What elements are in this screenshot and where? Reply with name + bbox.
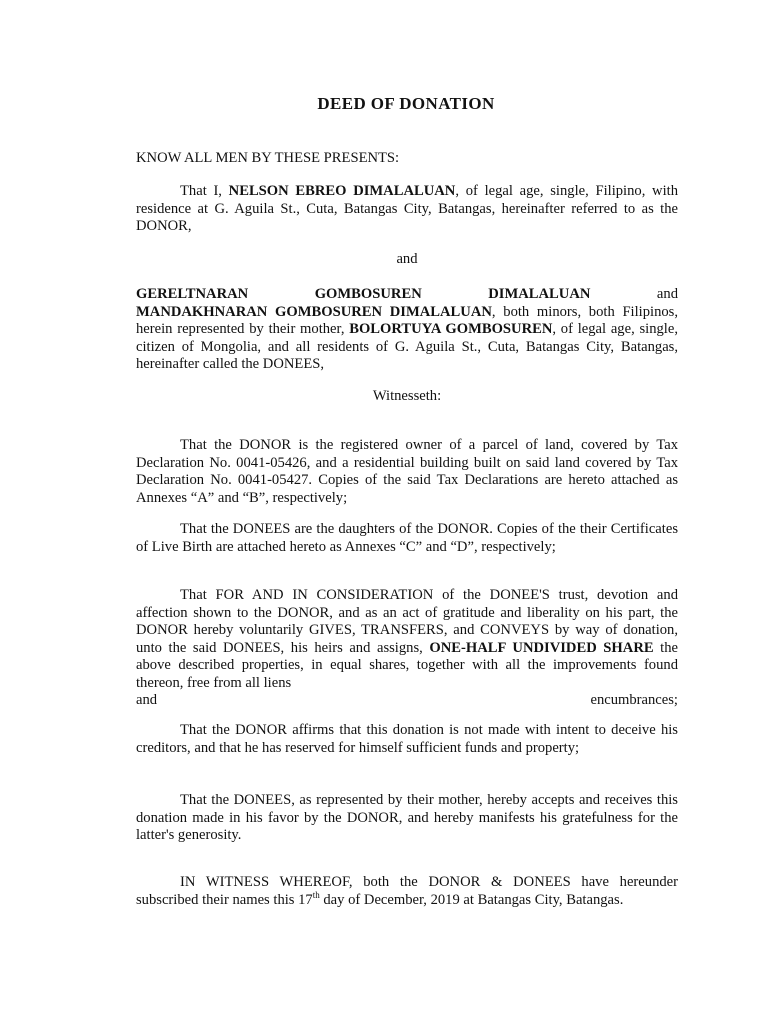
consideration-post: the above described properties, in equal shares, together with all the improvements found thereon, free from all liens <box>136 639 678 691</box>
consideration-and: and <box>136 692 158 708</box>
one-half-share: ONE-HALF UNDIVIDED SHARE <box>429 639 654 656</box>
mother-name: BOLORTUYA GOMBOSUREN <box>349 321 553 337</box>
donees-paragraph <box>136 286 678 374</box>
donor-paragraph <box>136 183 678 236</box>
witness-pre: IN WITNESS WHEREOF, both the DONOR & DONEES have hereunder subscribed their names this 17 <box>136 874 678 908</box>
paragraph-daughters-text: That the DONEES are the daughters of the DONOR. Copies of the their Certificates of Live Birth are attached hereto as Annexes “C” and “D”, respectively; <box>136 521 678 555</box>
paragraph-ownership <box>136 437 678 507</box>
consideration-last-line <box>136 692 678 710</box>
paragraph-affirmation-text: That the DONOR affirms that this donation is not made with intent to deceive his creditors, and that he has reserved for himself sufficient funds and property; <box>136 722 678 756</box>
witness-post: day of December, 2019 at Batangas City, Batangas. <box>319 891 624 908</box>
consideration-pre: That FOR AND IN CONSIDERATION of the DONEE'S trust, devotion and affection shown to the DONOR, and as an act of gratitude and liberality on his part, the DONOR hereby voluntarily GIVES, TRANSFERS, and CONVEYS by way of donation, unto the said DONEES, his heirs and assigns, <box>136 587 678 656</box>
donees-and-word: and <box>656 286 678 302</box>
and-separator: and <box>396 251 418 267</box>
donee1-name-part1: GERELTNARAN <box>136 286 249 302</box>
donor-post: , of legal age, single, Filipino, with residence at G. Aguila St., Cuta, Batangas City, Batangas, hereinafter referred to as the DONOR, <box>136 183 678 234</box>
paragraph-daughters <box>136 521 678 556</box>
donees-first-line <box>136 286 678 304</box>
opening-line: KNOW ALL MEN BY THESE PRESENTS: <box>136 150 400 166</box>
donee2-name: MANDAKHNARAN GOMBOSUREN DIMALALUAN <box>136 303 492 320</box>
consideration-encumbrances: encumbrances; <box>590 692 678 708</box>
paragraph-affirmation <box>136 722 678 757</box>
witness-ordinal: th <box>312 889 320 900</box>
paragraph-acceptance-text: That the DONEES, as represented by their mother, hereby accepts and receives this donation made in his favor by the DONOR, and hereby manifests his gratefulness for the latter's generosity. <box>136 792 678 843</box>
donees-post: , of legal age, single, citizen of Mongolia, and all residents of G. Aguila St., Cuta, Batangas City, Batangas, hereinafter called the DONEES, <box>136 321 678 372</box>
paragraph-ownership-text: That the DONOR is the registered owner of a parcel of land, covered by Tax Declaration No. 0041-05426, and a residential building built on said land covered by Tax Declaration No. 0041-05427. Copies of the said Tax Declarations are hereto attached as Annexes “A” and “B”, respectively; <box>136 437 678 506</box>
donee1-name-part2: GOMBOSUREN <box>314 286 422 302</box>
donees-mid: , both minors, both Filipinos, herein represented by their mother, <box>136 303 678 337</box>
paragraph-consideration <box>136 587 678 710</box>
witnesseth-heading: Witnesseth: <box>372 388 442 404</box>
paragraph-consideration-body <box>136 587 678 692</box>
paragraph-witness <box>136 874 678 909</box>
donor-name: NELSON EBREO DIMALALUAN <box>228 183 456 199</box>
donees-body <box>136 304 678 374</box>
donee1-name-part3: DIMALALUAN <box>488 286 591 302</box>
donor-pre: That I, <box>180 183 229 199</box>
document-title: DEED OF DONATION <box>317 94 495 113</box>
paragraph-acceptance <box>136 792 678 845</box>
